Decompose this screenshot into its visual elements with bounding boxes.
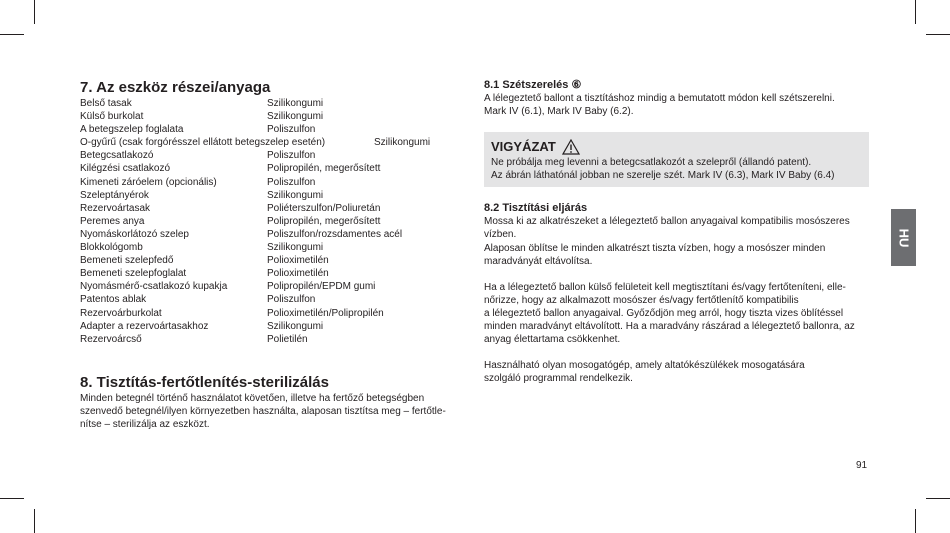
part-material: Polioximetilén bbox=[267, 268, 329, 280]
part-name: Patentos ablak bbox=[80, 294, 147, 306]
parts-row bbox=[80, 267, 465, 280]
crop-mark bbox=[0, 498, 24, 499]
part-material: Szilikongumi bbox=[374, 137, 431, 149]
parts-row bbox=[80, 254, 465, 267]
part-material: Poliszulfon bbox=[267, 150, 316, 162]
part-material: Poliszulfon bbox=[267, 176, 316, 188]
warning-box bbox=[484, 132, 869, 187]
warning-triangle-icon bbox=[562, 139, 580, 155]
parts-row bbox=[80, 280, 465, 293]
section-8-2-line: minden maradványt eltávolított. Ha a maradvány rászárad a lélegeztető ballonra, az bbox=[484, 321, 855, 333]
part-material: Polipropilén, megerősített bbox=[267, 215, 381, 227]
warning-line: Ne próbálja meg levenni a betegcsatlakozót a szelepről (állandó patent). bbox=[491, 157, 812, 169]
part-name: Nyomásmérő-csatlakozó kupakja bbox=[80, 281, 228, 293]
crop-mark bbox=[915, 509, 916, 533]
warning-title: VIGYÁZAT bbox=[491, 139, 556, 155]
part-name: Kilégzési csatlakozó bbox=[80, 163, 171, 175]
parts-row bbox=[80, 333, 465, 346]
crop-mark bbox=[0, 34, 24, 35]
section-8-line: nítse – sterilizálja az eszközt. bbox=[80, 419, 210, 431]
section-8-2-line: Használható olyan mosogatógép, amely altatókészülékek mosogatására bbox=[484, 360, 805, 372]
part-name: Belső tasak bbox=[80, 98, 132, 109]
part-material: Polioximetilén/Polipropilén bbox=[267, 307, 384, 319]
section-8-2-line: Mossa ki az alkatrészeket a lélegeztető ballon anyagaival kompatibilis mosószeres bbox=[484, 216, 850, 228]
parts-row bbox=[80, 189, 465, 202]
part-name: Peremes anya bbox=[80, 215, 145, 227]
section-8-2-line: vízben. bbox=[484, 229, 517, 241]
parts-row bbox=[80, 202, 465, 215]
part-name: Bemeneti szelepfedő bbox=[80, 255, 174, 267]
part-name: Nyomáskorlátozó szelep bbox=[80, 228, 189, 240]
crop-mark bbox=[34, 509, 35, 533]
parts-row bbox=[80, 110, 465, 123]
section-8-2-line: nőrizze, hogy az alkalmazott mosószer és/vagy fertőtlenítő kompatibilis bbox=[484, 294, 799, 306]
part-material: Polioximetilén bbox=[267, 255, 329, 267]
section-8-1-title: 8.1 Szétszerelés ⑥ bbox=[484, 79, 582, 91]
part-material: Polietilén bbox=[267, 333, 308, 345]
parts-row bbox=[80, 320, 465, 333]
language-tab bbox=[891, 209, 916, 266]
parts-row bbox=[80, 228, 465, 241]
crop-mark bbox=[926, 34, 950, 35]
section-8-line: szenvedő betegnél/ilyen környezetben használta, alaposan tisztítsa meg – fertőtle- bbox=[80, 406, 446, 418]
part-name: Rezervoárburkolat bbox=[80, 307, 162, 319]
part-name: Rezervoárcső bbox=[80, 333, 142, 345]
parts-row bbox=[80, 241, 465, 254]
part-material: Poliszulfon bbox=[267, 294, 316, 306]
section-8 bbox=[80, 373, 465, 431]
parts-row bbox=[80, 307, 465, 320]
section-8-2-line: maradványát eltávolítsa. bbox=[484, 255, 593, 267]
section-8-2-title: 8.2 Tisztítási eljárás bbox=[484, 202, 588, 215]
part-material: Szilikongumi bbox=[267, 320, 324, 332]
crop-mark bbox=[926, 498, 950, 499]
part-name: A betegszelep foglalata bbox=[80, 124, 184, 136]
part-material: Poliéterszulfon/Poliuretán bbox=[267, 202, 381, 214]
part-name: Rezervoártasak bbox=[80, 202, 151, 214]
part-name: Adapter a rezervoártasakhoz bbox=[80, 320, 209, 332]
section-8-line: Minden betegnél történő használatot követően, illetve ha fertőző betegségben bbox=[80, 393, 425, 404]
part-name: Kimeneti záróelem (opcionális) bbox=[80, 176, 217, 188]
page-number: 91 bbox=[856, 460, 868, 471]
part-material: Poliszulfon bbox=[267, 124, 316, 136]
part-material: Szilikongumi bbox=[267, 242, 324, 254]
section-8-2-line: a lélegeztető ballon anyagaival. Győződjön meg arról, hogy tiszta vizes öblítéssel bbox=[484, 307, 844, 319]
parts-row bbox=[80, 162, 465, 175]
section-8-title: 8. Tisztítás-fertőtlenítés-sterilizálás bbox=[80, 374, 329, 391]
section-8-2-line: Alaposan öblítse le minden alkatrészt tiszta vízben, hogy a mosószer minden bbox=[484, 242, 826, 254]
right-column bbox=[484, 78, 872, 385]
part-name: Blokkológomb bbox=[80, 242, 143, 254]
parts-row bbox=[80, 123, 465, 136]
parts-list bbox=[80, 97, 465, 346]
part-name: O-gyűrű (csak forgórésszel ellátott betegszelep esetén) bbox=[80, 137, 326, 149]
section-8-2-line: szolgáló programmal rendelkezik. bbox=[484, 373, 633, 385]
section-8-2-line: anyag élettartama csökkenhet. bbox=[484, 334, 621, 346]
part-material: Polipropilén, megerősített bbox=[267, 163, 381, 175]
parts-row bbox=[80, 176, 465, 189]
part-material: Poliszulfon/rozsdamentes acél bbox=[267, 228, 403, 240]
parts-row bbox=[80, 293, 465, 306]
section-8-1-line: A lélegeztető ballont a tisztításhoz mindig a bemutatott módon kell szétszerelni. bbox=[484, 93, 835, 104]
part-name: Betegcsatlakozó bbox=[80, 150, 154, 162]
part-name: Bemeneti szelepfoglalat bbox=[80, 268, 187, 280]
warning-line: Az ábrán láthatónál jobban ne szerelje szét. Mark IV (6.3), Mark IV Baby (6.4) bbox=[491, 170, 835, 182]
part-material: Szilikongumi bbox=[267, 111, 324, 123]
parts-row bbox=[80, 149, 465, 162]
crop-mark bbox=[34, 0, 35, 24]
part-name: Külső burkolat bbox=[80, 111, 144, 123]
crop-mark bbox=[915, 0, 916, 24]
parts-row bbox=[80, 215, 465, 228]
part-material: Szilikongumi bbox=[267, 98, 324, 109]
part-material: Szilikongumi bbox=[267, 189, 324, 201]
section-7-title: 7. Az eszköz részei/anyaga bbox=[80, 79, 271, 96]
parts-row bbox=[80, 136, 465, 149]
language-tab-label: HU bbox=[896, 228, 911, 247]
section-8-2-line: Ha a lélegeztető ballon külső felületeit kell megtisztítani és/vagy fertőteníteni, elle- bbox=[484, 281, 846, 293]
section-7 bbox=[80, 78, 465, 346]
part-name: Szeleptányérok bbox=[80, 189, 149, 201]
section-8-1-line: Mark IV (6.1), Mark IV Baby (6.2). bbox=[484, 106, 634, 118]
warning-heading bbox=[491, 138, 862, 156]
part-material: Polipropilén/EPDM gumi bbox=[267, 281, 376, 293]
parts-row bbox=[80, 97, 465, 110]
